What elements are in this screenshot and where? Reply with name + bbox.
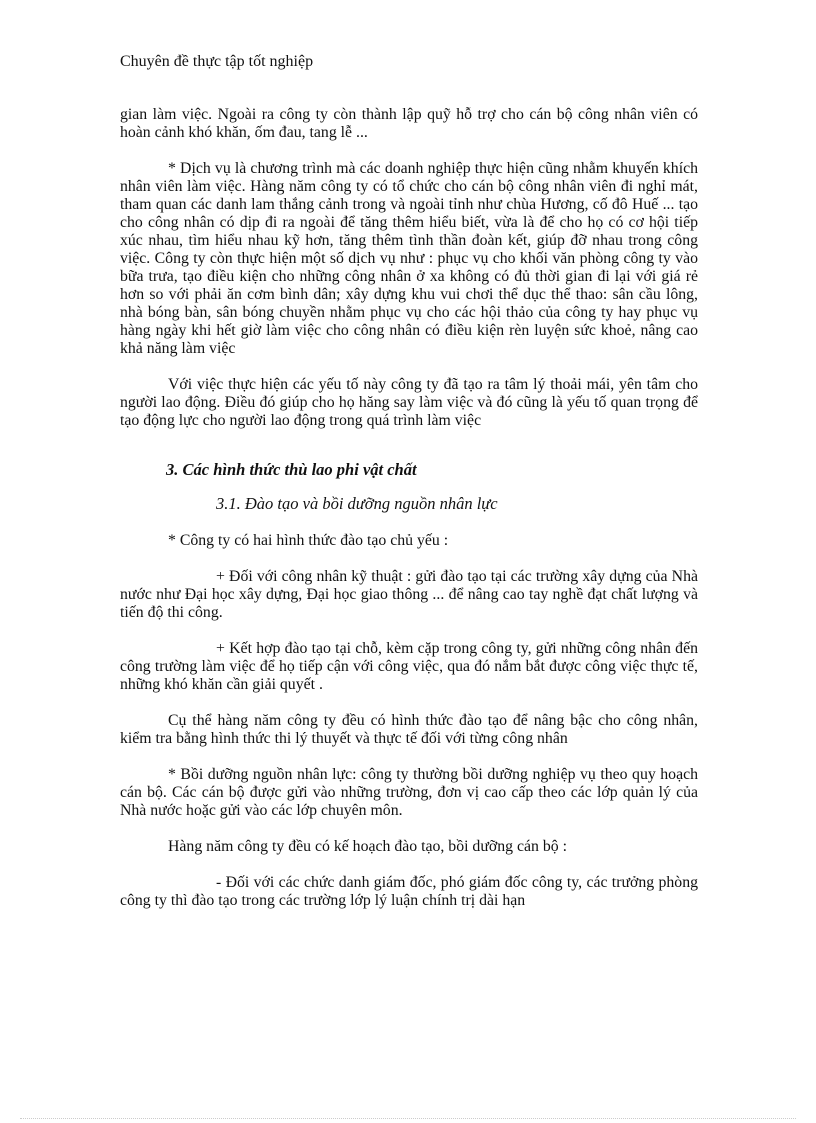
document-body — [120, 106, 698, 910]
paragraph-directors: - Đối với các chức danh giám đốc, phó giám đốc công ty, các trưởng phòng công ty thì đào tạo trong các trường lớp lý luận chính trị dài hạn — [120, 874, 698, 909]
paragraph-services: * Dịch vụ là chương trình mà các doanh nghiệp thực hiện cũng nhằm khuyến khích nhân viên làm việc. Hàng năm công ty có tổ chức cho cán bộ công nhân viên đi nghỉ mát, tham quan các danh lam thắng cảnh trong và ngoài tỉnh như chùa Hương, cố đô Huế ... tạo cho công nhân có dịp đi ra ngoài để tăng thêm hiểu biết, vừa là để cho họ có cơ hội tiếp xúc nhau, tìm hiểu nhau kỹ hơn, tăng thêm tình thần đoàn kết, giúp đỡ nhau trong công việc. Công ty còn thực hiện một số dịch vụ như : phục vụ cho khối văn phòng công ty vào bữa trưa, tạo điều kiện cho những công nhân ở xa không có đủ thời gian đi lại với giá rẻ hơn so với phải ăn cơm bình dân; xây dựng khu vui chơi thể dục thể thao: sân cầu lông, nhà bóng bàn, sân bóng chuyền nhằm phục vụ cho các hội thảo của công ty hay phục vụ hàng ngày khi hết giờ làm việc cho công nhân có điều kiện rèn luyện sức khoẻ, nâng cao khả năng làm việc — [120, 160, 698, 357]
paragraph-conclusion: Với việc thực hiện các yếu tố này công ty đã tạo ra tâm lý thoải mái, yên tâm cho người lao động. Điều đó giúp cho họ hăng say làm việc và đó cũng là yếu tố quan trọng để tạo động lực cho người lao động trong quá trình làm việc — [120, 376, 698, 429]
paragraph-training-forms: * Công ty có hai hình thức đào tạo chủ yếu : — [168, 532, 449, 549]
page-header: Chuyên đề thực tập tốt nghiệp — [120, 53, 314, 70]
paragraph-technical-workers: + Đối với công nhân kỹ thuật : gửi đào tạo tại các trường xây dựng của Nhà nước như Đại học xây dựng, Đại học giao thông ... để nâng cao tay nghề đạt chất lượng và tiến độ thi công. — [120, 568, 698, 621]
paragraph-onsite-training: + Kết hợp đào tạo tại chỗ, kèm cặp trong công ty, gửi những công nhân đến công trường làm việc để họ tiếp cận với công việc, qua đó nắm bắt được công việc thực tế, những khó khăn cần giải quyết . — [120, 640, 698, 693]
subsection-heading-3-1: 3.1. Đào tạo và bồi dưỡng nguồn nhân lực — [216, 494, 498, 513]
paragraph-1: gian làm việc. Ngoài ra công ty còn thành lập quỹ hỗ trợ cho cán bộ công nhân viên có hoàn cảnh khó khăn, ốm đau, tang lễ ... — [120, 106, 698, 141]
section-heading-3: 3. Các hình thức thù lao phi vật chất — [166, 460, 417, 479]
paragraph-annual-plan: Hàng năm công ty đều có kế hoạch đào tạo, bồi dưỡng cán bộ : — [168, 838, 568, 855]
paragraph-annual-training: Cụ thể hàng năm công ty đều có hình thức đào tạo để nâng bậc cho công nhân, kiểm tra bằng hình thức thi lý thuyết và thực tế đối với từng công nhân — [120, 712, 698, 747]
paragraph-fostering: * Bồi dưỡng nguồn nhân lực: công ty thường bồi dưỡng nghiệp vụ theo quy hoạch cán bộ. Các cán bộ được gửi vào những trường, đơn vị cao cấp theo các lớp quản lý của Nhà nước hoặc gửi vào các lớp chuyên môn. — [120, 766, 698, 819]
page-bottom-divider — [20, 1118, 796, 1119]
